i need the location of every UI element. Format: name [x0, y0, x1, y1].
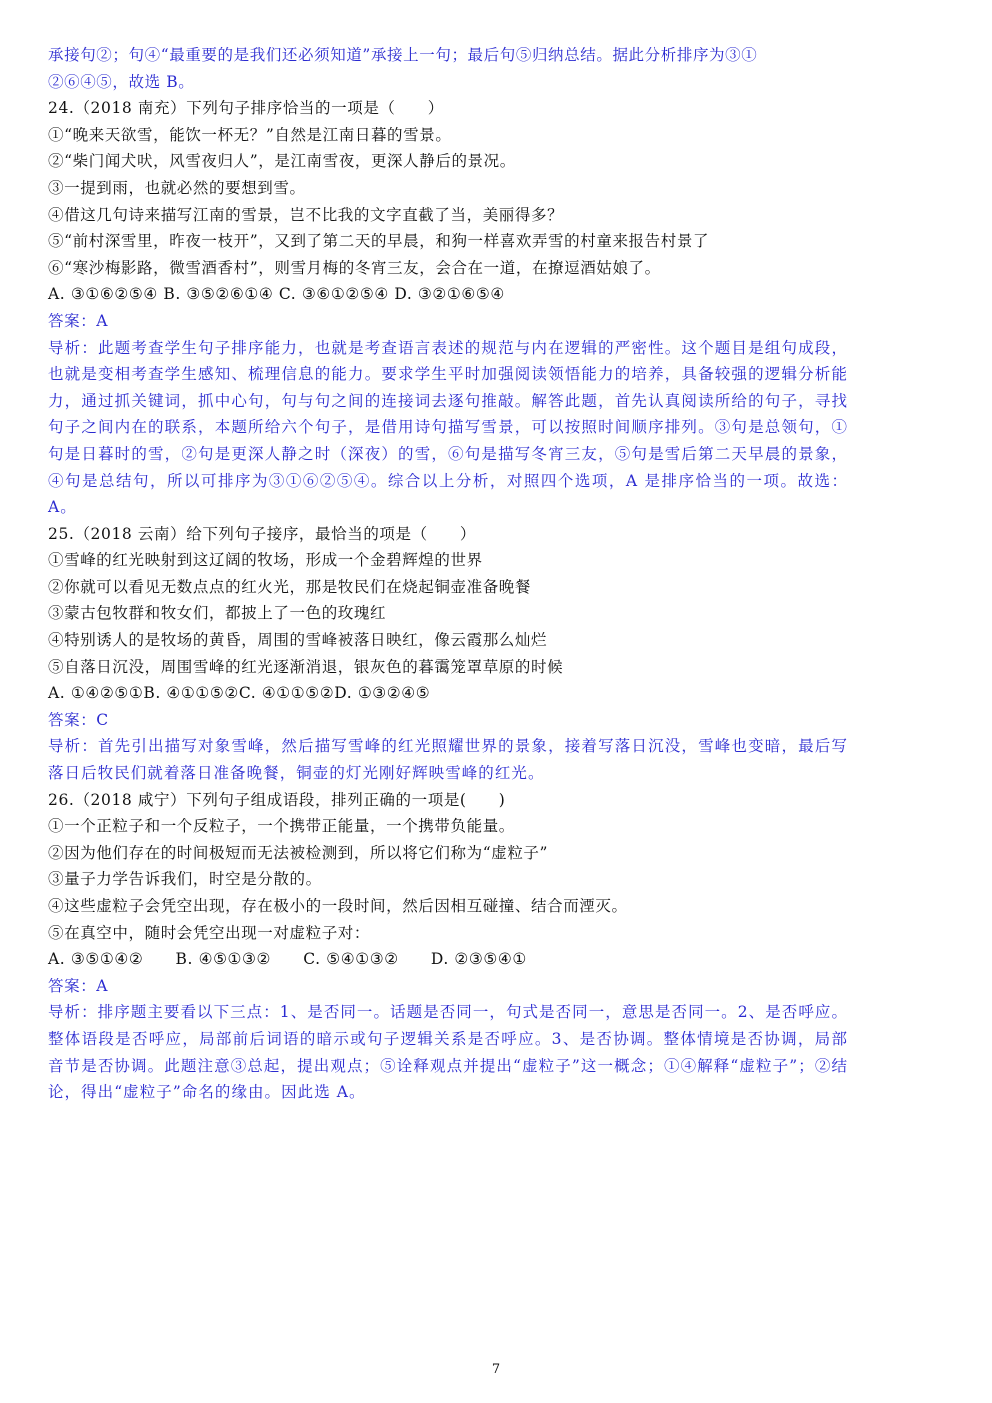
- sentence-4: ④这些虚粒子会凭空出现，存在极小的一段时间，然后因相互碰撞、结合而湮灭。: [48, 897, 628, 915]
- sentence-5: ⑤自落日沉没，周围雪峰的红光逐渐消退，银灰色的暮霭笼罩草原的时候: [48, 657, 564, 676]
- sentence-5: ⑤“前村深雪里，昨夜一枝开”，又到了第二天的早晨，和狗一样喜欢弄雪的村童来报告村景了: [48, 232, 710, 251]
- analysis: 导析：首先引出描写对象雪峰，然后描写雪峰的红光照耀世界的景象，接着写落日沉没，雪峰也变暗，最后写落日后牧民们就着落日准备晚餐，铜壶的灯光刚好辉映雪峰的红光。: [48, 737, 848, 783]
- question-25: [48, 521, 848, 787]
- sentence-4: ④借这几句诗来描写江南的雪景，岂不比我的文字直截了当，美丽得多？: [48, 205, 564, 224]
- sentence-2: ②因为他们存在的时间极短而无法被检测到，所以将它们称为“虚粒子”: [48, 843, 549, 862]
- question-24: [48, 95, 848, 521]
- lead-analysis-line-1: 承接句②；句④“最重要的是我们还必须知道”承接上一句；最后句⑤归纳总结。据此分析排序为③①: [48, 46, 758, 64]
- document-body: [48, 42, 848, 1106]
- answer: 答案：A: [48, 311, 109, 330]
- sentence-6: ⑥“寒沙梅影路，微雪酒香村”，则雪月梅的冬宵三友，会合在一道，在撩逗酒姑娘了。: [48, 258, 661, 277]
- question-stem: 25.（2018 云南）给下列句子接序，最恰当的项是（ ）: [48, 524, 477, 543]
- analysis: 导析：此题考查学生句子排序能力，也就是考查语言表述的规范与内在逻辑的严密性。这个题目是组句成段，也就是变相考查学生感知、梳理信息的能力。要求学生平时加强阅读领悟能力的培养，具备较强的逻辑分析能力，通过抓关键词，抓中心句，句与句之间的连接词去逐句推敲。解答此题，首先认真阅读所给的句子，寻找句子之间内在的联系，本题所给六个句子，是借用诗句描写雪景，可以按照时间顺序排列。③句是总领句，①句是日暮时的雪，②句是更深人静之时（深夜）的雪，⑥句是描写冬宵三友，⑤句是雪后第二天早晨的景象，④句是总结句，所以可排序为③①⑥②⑤④。综合以上分析，对照四个选项，A 是排序恰当的一项。故选：A。: [48, 338, 848, 517]
- sentence-4: ④特别诱人的是牧场的黄昏，周围的雪峰被落日映红，像云霞那么灿烂: [48, 631, 548, 650]
- question-stem: 26.（2018 咸宁）下列句子组成语段，排列正确的一项是( ): [48, 790, 506, 809]
- answer-options: A. ①④②⑤①B. ④①①⑤②C. ④①①⑤②D. ①③②④⑤: [48, 684, 431, 703]
- answer-options: A. ③⑤①④② B. ④⑤①③② C. ⑤④①③② D. ②③⑤④①: [48, 950, 527, 969]
- sentence-3: ③量子力学告诉我们，时空是分散的。: [48, 870, 322, 889]
- question-26: [48, 787, 848, 1106]
- sentence-1: ①一个正粒子和一个反粒子，一个携带正能量，一个携带负能量。: [48, 817, 515, 836]
- lead-analysis-line-2: ②⑥④⑤，故选 B。: [48, 72, 195, 91]
- sentence-1: ①“晚来天欲雪，能饮一杯无？”自然是江南日暮的雪景。: [48, 125, 452, 144]
- sentence-1: ①雪峰的红光映射到这辽阔的牧场，形成一个金碧辉煌的世界: [48, 551, 483, 570]
- sentence-5: ⑤在真空中，随时会凭空出现一对虚粒子对：: [48, 923, 371, 942]
- question-stem: 24.（2018 南充）下列句子排序恰当的一项是（ ）: [48, 99, 444, 118]
- analysis: 导析：排序题主要看以下三点：1、是否同一。话题是否同一，句式是否同一，意思是否同一。2、是否呼应。整体语段是否呼应，局部前后词语的暗示或句子逻辑关系是否呼应。3、是否协调。整体情境是否协调，局部音节是否协调。此题注意③总起，提出观点；⑤诠释观点并提出“虚粒子”这一概念；①④解释“虚粒子”；②结论，得出“虚粒子”命名的缘由。因此选 A。: [48, 1003, 848, 1102]
- sentence-3: ③蒙古包牧群和牧女们，都披上了一色的玫瑰红: [48, 604, 387, 623]
- sentence-2: ②你就可以看见无数点点的红火光，那是牧民们在烧起铜壶准备晚餐: [48, 577, 532, 596]
- answer: 答案：C: [48, 710, 109, 729]
- sentence-3: ③一提到雨，也就必然的要想到雪。: [48, 178, 306, 197]
- answer-options: A. ③①⑥②⑤④ B. ③⑤②⑥①④ C. ③⑥①②⑤④ D. ③②①⑥⑤④: [48, 285, 505, 304]
- answer: 答案：A: [48, 976, 109, 995]
- page-number: 7: [491, 1362, 501, 1377]
- sentence-2: ②“柴门闻犬吠，风雪夜归人”，是江南雪夜，更深人静后的景况。: [48, 152, 516, 171]
